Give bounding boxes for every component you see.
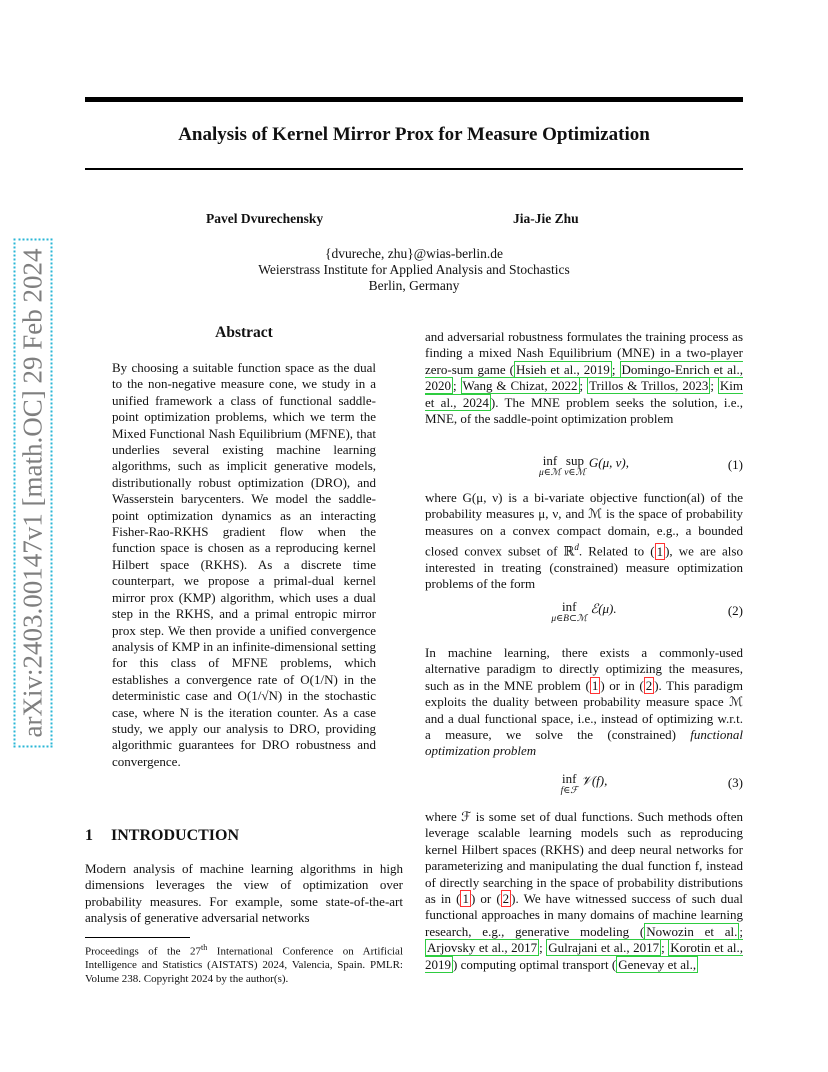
citation-sep: ; [579, 378, 588, 394]
eq1-number: (1) [727, 457, 743, 472]
citation-sep: ; [611, 361, 620, 377]
abstract-heading: Abstract [215, 324, 273, 341]
eq3-number: (3) [727, 775, 743, 790]
eq2-inf [551, 601, 587, 625]
citation-sep: ; [739, 923, 744, 939]
citation-link[interactable]: Wang & Chizat, 2022 [462, 378, 578, 394]
equation-1 [425, 455, 743, 485]
equation-2 [425, 601, 743, 631]
p2-text-1: where G(μ, ν) is a bi-variate objective function(al) of the probability measures μ, ν, and ℳ is the space of probability measures on a convex compact domain, e.g., a bounded closed convex subset of ℝ [425, 490, 743, 559]
eq1-inf-sub: μ∈ℳ [539, 468, 561, 478]
citation-sep: ; [661, 940, 669, 956]
citation-sep: ; [453, 378, 461, 394]
footnote-sup: th [201, 943, 208, 952]
footnote [85, 941, 403, 986]
p3-text-2: ) or in ( [600, 677, 644, 693]
p3-text-3: ). This paradigm exploits the duality between probability measure space ℳ and a dual functional space, i.e., instead of optimizing w.r.t. a measure, we solve the (constrained) [425, 677, 743, 743]
citation-link[interactable]: Hsieh et al., 2019 [516, 361, 610, 377]
arxiv-stamp [0, 0, 58, 1072]
equation-3 [425, 773, 743, 803]
arxiv-identifier[interactable]: arXiv:2403.00147v1 [math.OC] 29 Feb 2024 [14, 239, 53, 748]
author-institution: Weierstrass Institute for Applied Analysis and Stochastics [258, 262, 570, 277]
author-email: {dvureche, zhu}@wias-berlin.de [325, 246, 503, 261]
p4-text-3: ). We have witnessed success of such dual functional approaches in many domains of machine learning research, e.g., generative modeling ( [425, 891, 743, 939]
eq3-inf-label: inf [561, 771, 577, 786]
footnote-pre: Proceedings of the 27 [85, 945, 201, 958]
author-1: Pavel Dvurechensky [206, 211, 324, 226]
author-2: Jia-Jie Zhu [513, 211, 579, 226]
eq1-inf-label: inf [542, 453, 558, 468]
citation-link[interactable]: Kim et al., 2024 [425, 378, 743, 410]
eq1-body: G(μ, ν), [588, 455, 629, 470]
citation-link[interactable]: Korotin et al., 2019 [425, 940, 744, 972]
right-paragraph-3 [425, 645, 743, 760]
abstract-body [112, 360, 376, 770]
section-heading [85, 827, 239, 845]
equation-ref-link[interactable]: 2 [502, 891, 510, 907]
citation-link[interactable]: Trillos & Trillos, 2023 [589, 378, 709, 394]
p4-text-4: ) computing optimal transport ( [453, 956, 617, 972]
intro-left-column [85, 861, 403, 927]
citation-link[interactable]: Domingo-Enrich et al., 2020 [425, 361, 743, 394]
eq3-inf-sub: f∈ℱ [560, 786, 578, 796]
p1-text-2: ). The MNE problem seeks the solution, i.e., MNE, of the saddle-point optimization problem [425, 394, 743, 427]
citation-link[interactable]: Genevay et al., [618, 956, 697, 972]
equation-ref-link[interactable]: 1 [462, 891, 469, 907]
abstract-text: By choosing a suitable function space as the dual to the non-negative measure cone, we study in a unified framework a class of functional saddle-point optimization problems, which we term the Mixed Functional Nash Equilibrium (MFNE), that underlies several existing machine learning algorithms, such as implicit generative models, distributionally robust optimization (DRO), and Wasserstein barycenters. We model the saddle-point optimization dynamics as an interacting Fisher-Rao-RKHS gradient flow when the function space is chosen as a reproducing kernel Hilbert space (RKHS). As a discrete time counterpart, we propose a primal-dual kernel mirror prox (KMP) algorithm, which uses a dual step in the RKHS, and a primal entropic mirror prox step. We then provide a unified convergence analysis of KMP in an infinite-dimensional setting for this class of MFNE problems, which establishes a convergence rate of O(1/N) in the deterministic case and O(1/√N) in the stochastic case, where N is the iteration counter. As a case study, we apply our analysis to DRO, providing algorithmic guarantees for DRO robustness and convergence. [112, 360, 376, 769]
eq3-inf [561, 773, 578, 797]
eq2-inf-sub: μ∈B⊂ℳ [551, 614, 588, 624]
citation-link[interactable]: Nowozin et al. [646, 923, 738, 939]
section-title: INTRODUCTION [111, 827, 240, 844]
p4-text-2: ) or ( [470, 891, 501, 907]
eq2-body: ℰ(μ). [590, 601, 617, 616]
author-location: Berlin, Germany [368, 278, 460, 293]
p4-text-1: where ℱ is some set of dual functions. Such methods often leverage scalable learning models such as reproducing kernel Hilbert spaces (RKHS) and deep neural networks for parameterizing and manipulating the dual function f, instead of directly searching in the space of probability distributions as in ( [425, 809, 743, 907]
top-rule [85, 97, 743, 102]
eq1-sup [564, 455, 585, 479]
right-paragraph-1 [425, 329, 743, 427]
p2-sup: d [574, 542, 579, 553]
paper-title: Analysis of Kernel Mirror Prox for Measure Optimization [178, 124, 650, 145]
equation-ref-link[interactable]: 1 [656, 543, 664, 559]
eq1-sup-sub: ν∈ℳ [564, 468, 586, 478]
citation-link[interactable]: Arjovsky et al., 2017 [427, 940, 538, 956]
p3-emphasis: functional optimization problem [425, 727, 743, 759]
section-number: 1 [85, 827, 93, 844]
eq2-inf-label: inf [561, 599, 577, 614]
footnote-rule [85, 937, 190, 938]
p2-text-2: . Related to ( [578, 543, 655, 559]
citation-sep: ; [710, 378, 718, 394]
eq1-inf [539, 455, 561, 479]
right-paragraph-2 [425, 490, 743, 593]
footnote-post: International Conference on Artificial Intelligence and Statistics (AISTATS) 2024, Valencia, Spain. PMLR: Volume 238. Copyright 2024 by the author(s). [85, 945, 403, 985]
eq1-sup-label: sup [565, 453, 584, 468]
equation-ref-link[interactable]: 2 [645, 677, 653, 693]
equation-ref-link[interactable]: 1 [591, 677, 599, 693]
p2-text-3: ), we are also interested in treating (constrained) measure optimization problems of the form [425, 543, 743, 592]
citation-link[interactable]: Gulrajani et al., 2017 [548, 940, 660, 956]
eq3-body: 𝒱(f), [581, 773, 608, 788]
title-rule [85, 168, 743, 170]
right-paragraph-4 [425, 809, 743, 973]
p1-text-1: and adversarial robustness formulates the training process as finding a mixed Nash Equilibrium (MNE) in a two-player zero-sum game ( [425, 329, 743, 377]
eq2-number: (2) [727, 603, 743, 618]
intro-paragraph: Modern analysis of machine learning algorithms in high dimensions leverages the view of optimization over probability measures. For example, some state-of-the-art analysis of generative adversarial networks [85, 861, 403, 926]
p3-text-1: In machine learning, there exists a commonly-used alternative paradigm to directly optimizing the measures, such as in the MNE problem ( [425, 645, 743, 693]
citation-sep: ; [539, 940, 547, 956]
